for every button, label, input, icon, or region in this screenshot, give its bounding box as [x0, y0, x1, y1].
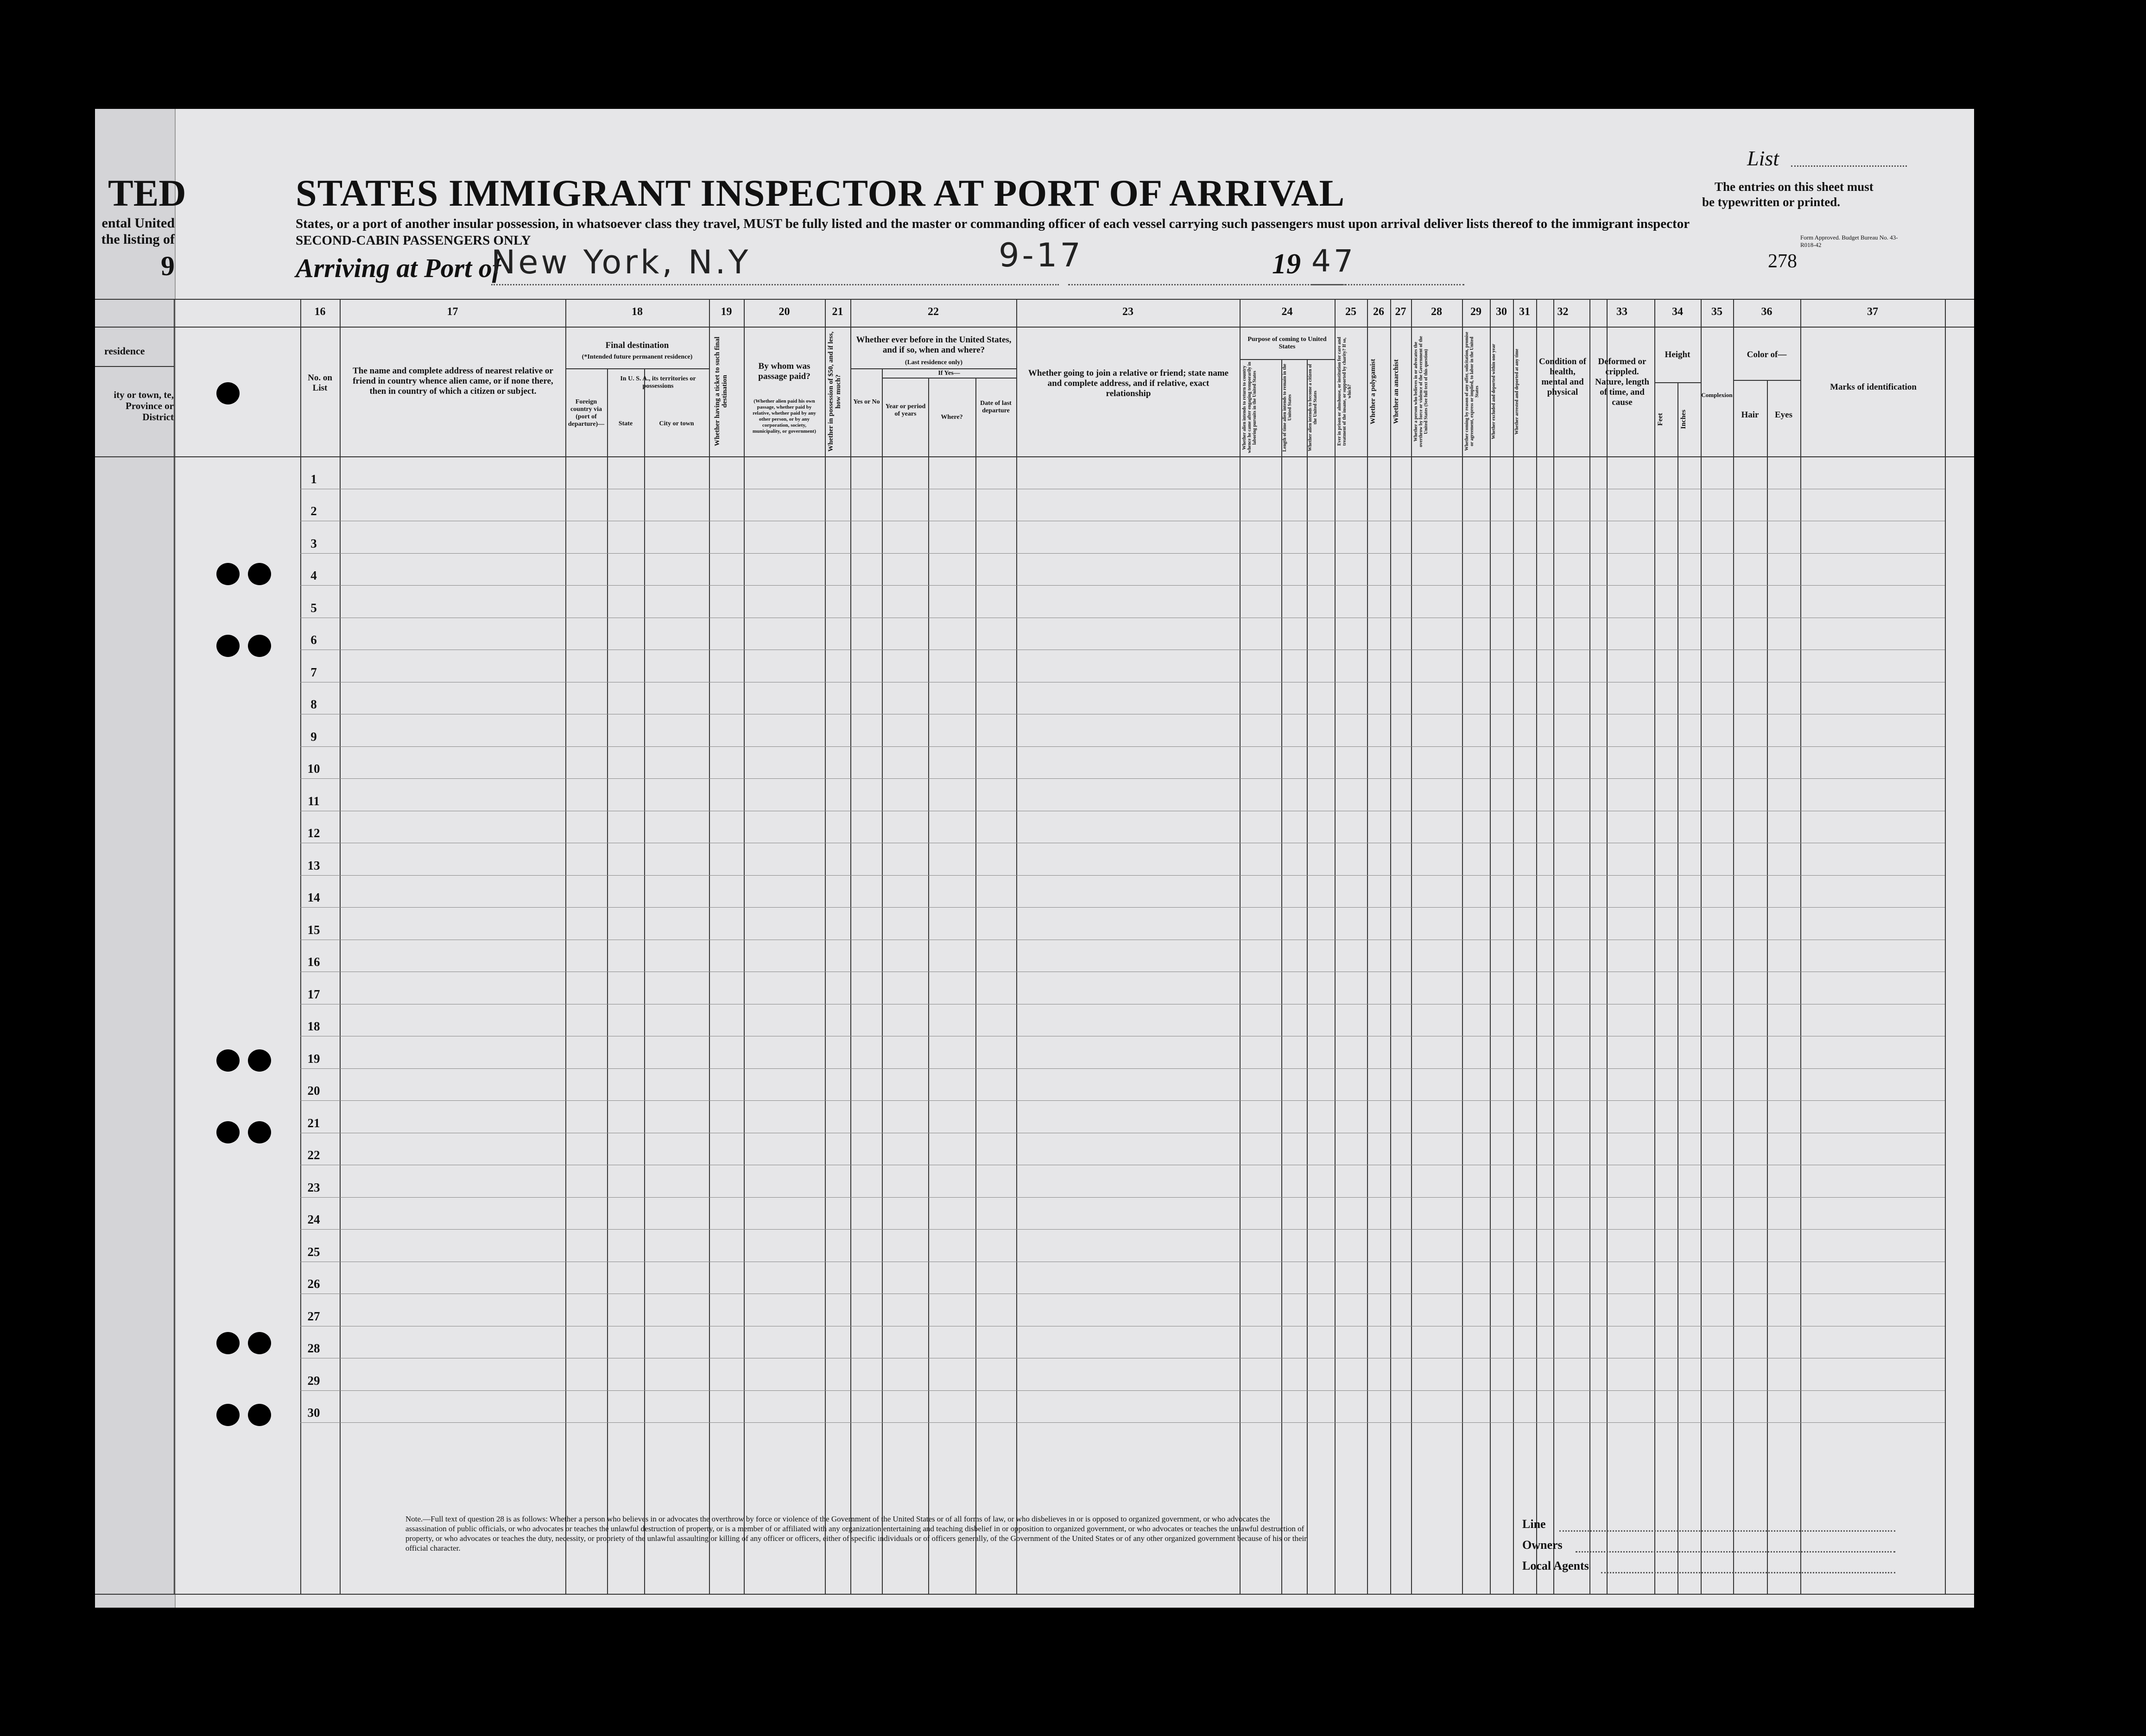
hdr-by-whom-sub: (Whether alien paid his own passage, whether paid by relative, whether paid by any other person, or by any corporation, society, municipality, or government): [753, 398, 816, 434]
row-number: 29: [307, 1373, 320, 1388]
hdr-height: Height: [1665, 350, 1690, 360]
col-23: 23: [1122, 306, 1133, 318]
hdr-ever-before: Whether ever before in the United States, and if so, when and where?: [856, 335, 1012, 355]
row-number: 8: [310, 697, 317, 711]
row-rule: [300, 1422, 1945, 1423]
hdr-polygamist: Whether a polygamist: [1369, 359, 1377, 424]
punch-hole: [216, 382, 240, 404]
hdr-date-departure: Date of last departure: [980, 400, 1012, 414]
hdr-ticket: Whether having a ticket to such final destination: [714, 336, 728, 447]
row-number: 26: [307, 1277, 320, 1291]
form-approved: Form Approved. Budget Bureau No. 43-R018-42: [1800, 234, 1898, 248]
hdr-complexion: Complexion: [1701, 391, 1733, 398]
hdr-arrested: Whether arrested and deported at any time: [1514, 348, 1519, 435]
year-value: 47: [1311, 243, 1356, 279]
row-number: 6: [310, 633, 317, 647]
col-25: 25: [1345, 306, 1356, 318]
row-number: 13: [307, 858, 320, 872]
col-36: 36: [1761, 306, 1773, 318]
grid-line: [1335, 299, 1336, 1594]
punch-hole: [216, 1404, 240, 1426]
col-29: 29: [1470, 306, 1481, 318]
hdr-purpose: Purpose of coming to United States: [1247, 336, 1327, 350]
instructions-line-1: The entries on this sheet must: [1715, 180, 1874, 194]
col-26: 26: [1373, 306, 1384, 318]
row-rule: [300, 1068, 1945, 1069]
grid-line: [1240, 299, 1241, 1594]
grid-line: [1654, 299, 1655, 1594]
hdr-if-yes: If Yes—: [938, 370, 960, 377]
col-28: 28: [1431, 306, 1442, 318]
hdr-possession-50: Whether in possession of $50, and if less, how much?: [827, 331, 842, 452]
footer-note: Note.—Full text of question 28 is as follows: Whether a person who believes in or advocates the overthrow by force or violence of the Government of the United States or of all forms of law, or who disbelieves in or is opposed to organized government, or who advocates the assassination of public officials, or who advocates or teaches the unlawful destruction of property, or is a member of or affiliated with any organization entertaining and teaching disbelief in or opposition to organized government, or who advocates or teaches the unlawful destruction of property, or who advocates or teaches the duty, necessity, or propriety of the unlawful assaulting or killing of any officer or officers, either of specific individuals or of officers generally, of the Government of the United States or of any other organized government because of his or their official character.: [405, 1515, 1307, 1553]
year-underline: [1311, 284, 1464, 285]
header-rule: [565, 368, 709, 369]
grid-line: [1767, 380, 1768, 1594]
col-27: 27: [1395, 306, 1406, 318]
grid-line: [1513, 299, 1514, 1594]
col-31: 31: [1519, 306, 1530, 318]
row-number: 5: [310, 600, 317, 615]
row-number: 23: [307, 1180, 320, 1194]
punch-hole: [248, 635, 271, 657]
punch-hole: [216, 1332, 240, 1354]
col-24: 24: [1281, 306, 1293, 318]
col-30: 30: [1496, 306, 1507, 318]
grid-line: [1733, 299, 1734, 1594]
hdr-hair: Hair: [1741, 410, 1759, 420]
hdr-final-destination: Final destination: [605, 341, 669, 350]
row-number: 2: [310, 504, 317, 518]
grid-line: [1390, 299, 1391, 1594]
row-rule: [300, 1100, 1945, 1101]
punch-hole: [248, 1049, 271, 1072]
owners-underline: [1576, 1551, 1895, 1553]
punch-hole: [248, 1121, 271, 1143]
col-16: 16: [314, 306, 326, 318]
line-label: Line: [1522, 1517, 1546, 1531]
row-number: 28: [307, 1341, 320, 1355]
hdr-color-of: Color of—: [1747, 350, 1787, 360]
row-number: 10: [307, 762, 320, 776]
punch-hole: [248, 563, 271, 585]
row-number: 21: [307, 1116, 320, 1130]
grid-line: [975, 378, 976, 1594]
page-title: STATES IMMIGRANT INSPECTOR AT PORT OF ARRIVAL: [296, 172, 1345, 214]
header-rule: [882, 378, 1016, 379]
left-fragment-title: TED: [108, 172, 186, 214]
folded-left-panel: [95, 109, 176, 1608]
left-fragment-sub2: the listing of: [101, 232, 175, 247]
punch-hole: [216, 635, 240, 657]
row-rule: [300, 907, 1945, 908]
header-subline-2: SECOND-CABIN PASSENGERS ONLY: [296, 233, 531, 248]
row-number: 27: [307, 1309, 320, 1323]
hdr-going-to-join: Whether going to join a relative or friend; state name and complete address, and if relative, exact relationship: [1028, 368, 1229, 398]
col-22: 22: [928, 306, 939, 318]
col-21: 21: [832, 306, 843, 318]
table-bottom-rule: [95, 1594, 1974, 1595]
hdr-marks: Marks of identification: [1830, 382, 1917, 392]
header-rule: [850, 368, 1016, 369]
col-32: 32: [1557, 306, 1569, 318]
row-rule: [300, 1229, 1945, 1230]
hdr-purpose-c: Whether alien intends to become a citizen of the United States: [1308, 364, 1318, 452]
header-rule: [95, 327, 1974, 328]
local-agents-label: Local Agents: [1522, 1559, 1589, 1572]
list-underline: [1791, 165, 1907, 167]
row-number: 7: [310, 665, 317, 679]
grid-line: [1800, 299, 1801, 1594]
header-rule: [95, 456, 1974, 457]
col-37: 37: [1867, 306, 1878, 318]
punch-hole: [248, 1404, 271, 1426]
grid-line: [1281, 359, 1282, 1594]
grid-line: [1462, 299, 1463, 1594]
punch-hole: [216, 563, 240, 585]
row-number: 25: [307, 1244, 320, 1259]
grid-line: [928, 378, 929, 1594]
row-number: 16: [307, 955, 320, 969]
row-number: 1: [310, 472, 317, 486]
punch-hole: [248, 1332, 271, 1354]
line-underline: [1559, 1530, 1895, 1532]
grid-line: [1701, 299, 1702, 1594]
grid-line: [607, 368, 608, 1594]
row-rule: [300, 1390, 1945, 1391]
row-number: 30: [307, 1406, 320, 1420]
row-number: 9: [310, 729, 317, 744]
col-18: 18: [632, 306, 643, 318]
punch-hole: [216, 1049, 240, 1072]
grid-line: [1553, 299, 1554, 1594]
grid-line: [340, 299, 341, 1594]
row-number: 12: [307, 826, 320, 840]
date-underline: [1068, 284, 1346, 285]
city-header: ity or town, te, Province or District: [114, 389, 174, 423]
col-20: 20: [779, 306, 790, 318]
row-number: 19: [307, 1051, 320, 1066]
col-17: 17: [447, 306, 458, 318]
row-number: 18: [307, 1019, 320, 1033]
hdr-yes-or-no: Yes or No: [853, 398, 880, 405]
form-number: 278: [1768, 251, 1797, 272]
row-rule: [300, 875, 1945, 876]
row-rule: [300, 746, 1945, 747]
grid-line: [1411, 299, 1412, 1594]
col-19: 19: [721, 306, 732, 318]
hdr-in-usa: In U. S. A., its territories or possessions: [620, 375, 696, 390]
grid-line: [1490, 299, 1491, 1594]
grid-line: [825, 299, 826, 1594]
hdr-prison: Ever in prison or almshouse, or institution for care and treatment of the insane, or supported by charity? If so, which?: [1337, 337, 1352, 446]
hdr-contract: Whether coming by reason of any offer, solicitation, promise or agreement, express or implied, to labor in the United States: [1464, 332, 1480, 451]
row-number: 22: [307, 1148, 320, 1162]
hdr-where: Where?: [941, 414, 963, 421]
grid-line: [1589, 299, 1590, 1594]
hdr-excluded: Whether excluded and deported within one year: [1491, 344, 1496, 439]
hdr-condition-health: Condition of health, mental and physical: [1539, 357, 1586, 397]
row-rule: [300, 1197, 1945, 1198]
grid-line: [709, 299, 710, 1594]
grid-line: [1307, 359, 1308, 1594]
row-number: 4: [310, 568, 317, 582]
header-rule: [1733, 380, 1800, 381]
grid-line: [1536, 299, 1537, 1594]
row-rule: [300, 585, 1945, 586]
grid-line: [1607, 299, 1608, 1594]
row-rule: [300, 778, 1945, 779]
year-prefix: 19: [1272, 248, 1301, 280]
hdr-feet: Feet: [1657, 413, 1664, 426]
grid-line: [744, 299, 745, 1594]
header-rule: [1654, 382, 1701, 383]
owners-label: Owners: [1522, 1538, 1563, 1552]
port-underline: [491, 284, 1059, 285]
header-subline-1: States, or a port of another insular possession, in whatsoever class they travel, MUST be fully listed and the master or commanding officer of each vessel carrying such passengers must upon arrival deliver lists thereof to the immigrant inspector: [296, 216, 1690, 231]
row-number: 11: [308, 794, 320, 808]
punch-hole: [216, 1121, 240, 1143]
hdr-last-residence: (Last residence only): [905, 359, 963, 366]
left-fragment-num: 9: [161, 251, 175, 281]
grid-line: [1945, 299, 1946, 1594]
hdr-eyes: Eyes: [1775, 410, 1792, 420]
arriving-label: Arriving at Port of: [296, 253, 501, 283]
col-35: 35: [1711, 306, 1722, 318]
port-value: New York, N.Y: [491, 243, 751, 281]
grid-line: [882, 368, 883, 1594]
row-number: 14: [307, 890, 320, 904]
grid-line: [1016, 299, 1017, 1594]
date-value: 9-17: [999, 236, 1083, 274]
left-fragment-sub1: ental United: [101, 215, 175, 231]
header-rule: [95, 366, 175, 367]
hdr-purpose-a: Whether alien intends to return to country whence he came after engaging temporarily in laboring pursuits in the United States: [1242, 362, 1257, 454]
row-number: 3: [310, 536, 317, 550]
hdr-purpose-b: Length of time alien intends to remain in the United States: [1282, 364, 1292, 452]
hdr-deformed: Deformed or crippled. Nature, length of time, and cause: [1595, 357, 1649, 407]
row-number: 17: [307, 987, 320, 1001]
grid-line: [644, 368, 645, 1594]
hdr-foreign-country: Foreign country via (port of departure)—: [568, 398, 605, 428]
row-number: 15: [307, 922, 320, 937]
col-33: 33: [1616, 306, 1627, 318]
manifest-sheet: [95, 109, 1974, 1608]
local-agents-underline: [1601, 1572, 1895, 1573]
hdr-year-period: Year or period of years: [885, 403, 926, 417]
instructions-line-2: be typewritten or printed.: [1702, 195, 1840, 209]
hdr-overthrow: Whether a person who believes in or advocates the overthrow by force or violence of the Government of the United States (See full text of this question): [1413, 336, 1429, 447]
grid-line: [300, 299, 301, 1594]
hdr-anarchist: Whether an anarchist: [1393, 359, 1400, 424]
row-number: 24: [307, 1212, 320, 1226]
header-rule: [1240, 359, 1335, 360]
hdr-no-on-list: No. on List: [308, 373, 332, 393]
hdr-city-or-town: City or town: [659, 420, 694, 427]
hdr-by-whom: By whom was passage paid?: [758, 361, 810, 381]
row-number: 20: [307, 1084, 320, 1098]
list-label: List: [1747, 146, 1779, 170]
hdr-state: State: [618, 420, 633, 427]
hdr-inches: Inches: [1680, 410, 1687, 429]
grid-line: [174, 299, 175, 1594]
grid-line: [565, 299, 566, 1594]
col-34: 34: [1672, 306, 1683, 318]
residence-header: residence: [104, 345, 145, 357]
hdr-final-destination-sub: (*Intended future permanent residence): [582, 354, 693, 360]
hdr-name-address: The name and complete address of nearest relative or friend in country whence alien came, or if none there, then in country of which a citizen or subject.: [353, 366, 553, 396]
row-rule: [300, 553, 1945, 554]
grid-line: [850, 299, 851, 1594]
grid-line: [1367, 299, 1368, 1594]
header-rule: [95, 299, 1974, 300]
